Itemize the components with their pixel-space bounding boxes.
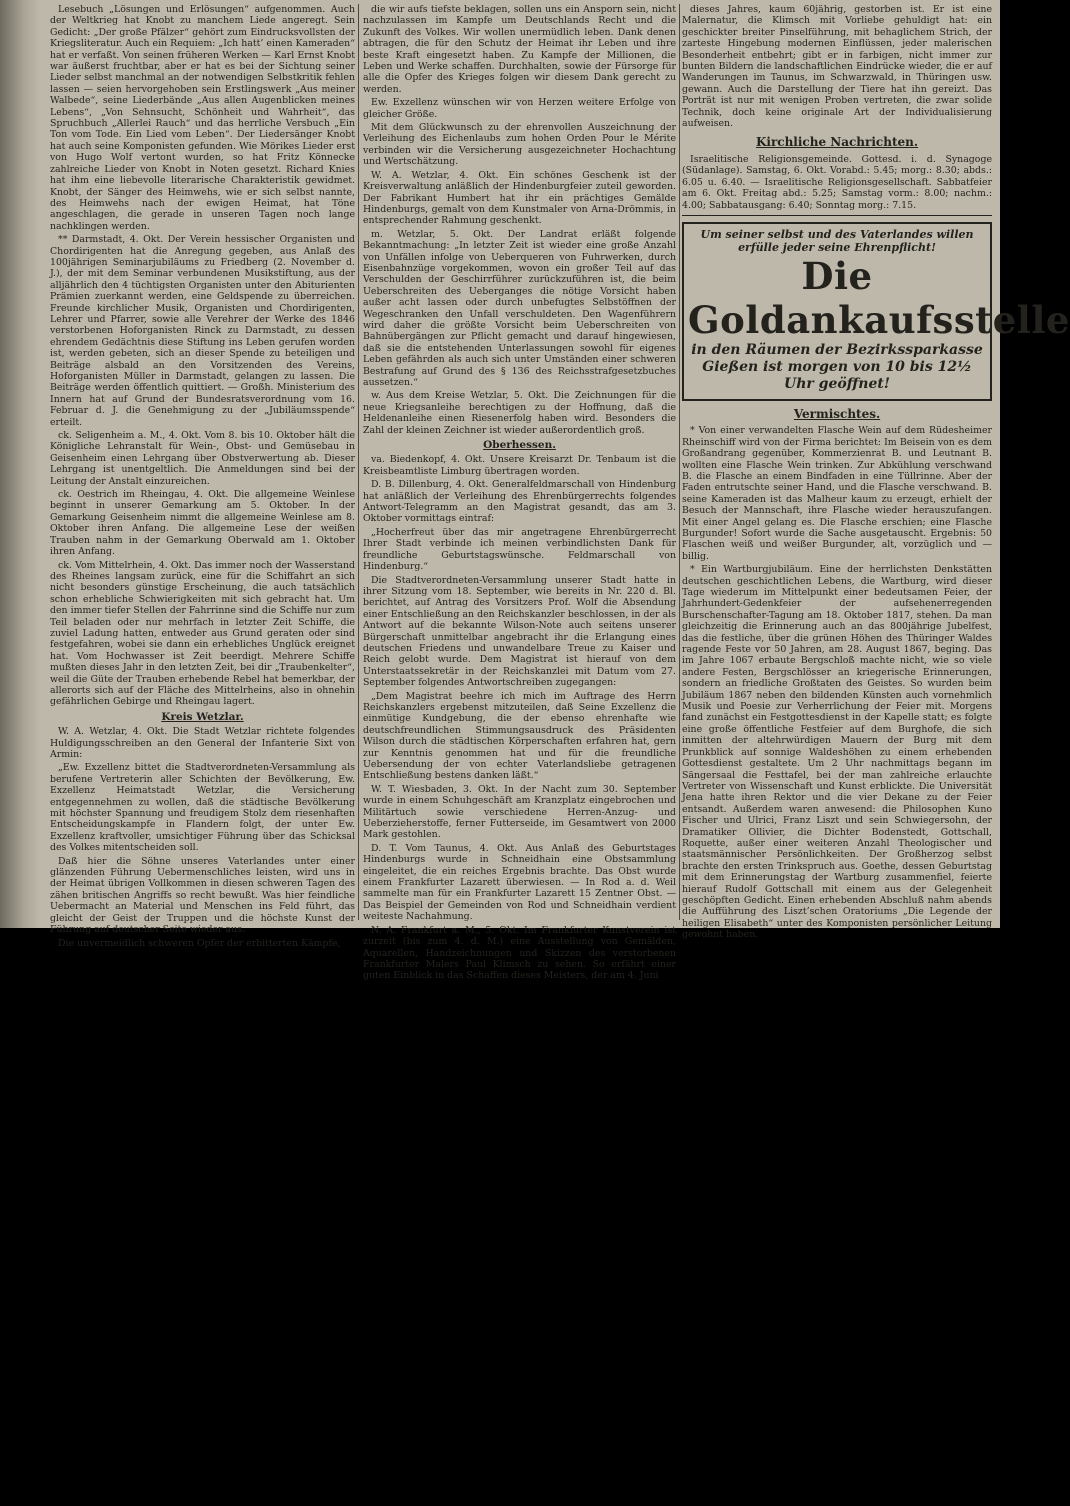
article-flasche-wein: * Von einer verwandelten Flasche Wein auf dem Rüdesheimer Rheinschiff wird von der Firma berichtet: Im Beisein von es dem Großandrang gegenüber, Kommerzienrat B. und Leutnant B. wollten eine Flasche Wein trinken. Zur Abkühlung verschwand B. die Flasche an einem Bindfaden in eine Tüllrinne. Aber der Faden entrutschte seiner Hand, und die Flasche verschwand. B. seine Kameraden ist das Malheur kaum zu erzeugt, erhielt der Besuch der Mannschaft, ihre Flasche wieder herauszufangen. Mit einer Angel gelang es. Die Flasche erschien; eine Flasche Burgunder! Sofort wurde die Sache ausgetauscht. Ergebnis: 50 Flaschen weiß und weißer Burgunder, alt, vorzüglich und — billig.: [682, 425, 992, 562]
article-wetzlar-letter-3: Die unvermeidlich schweren Opfer der erbitterten Kämpfe,: [58, 937, 341, 949]
divider-line: [682, 215, 992, 216]
article-oestrich: ck. Oestrich im Rheingau, 4. Okt. Die allgemeine Weinlese beginnt in unserer Gemarkung am 5. Oktober. In der Gemarkung Geisenheim nimmt die allgemeine Weinlese am 8. Oktober ihren Anfang. Die allgemeine Lese der weißen Trauben nahm in der Gemarkung Oberwald am 1. Oktober ihren Anfang.: [50, 489, 355, 558]
column-left: [50, 4, 355, 949]
article-wetzlar-letter-cont: die wir aufs tiefste beklagen, sollen uns ein Ansporn sein, nicht nachzulassen im Kampfe um Deutschlands Recht und die Zukunft des Volkes. Wir wollen unermüdlich leben. Dank denen abtragen, die für den Schutz der Heimat ihr Leben und ihre beste Kraft eingesetzt haben. Zu Kampfe der Millionen, die Leben und Werke schaffen. Durchhalten, sowie der Fürsorge für alle die Opfer des Krieges folgen wir diesem Dank gerecht zu werden.: [363, 4, 676, 95]
article-klimsch-cont: dieses Jahres, kaum 60jährig, gestorben ist. Er ist eine Malernatur, die Klimsch mit Vorliebe gehuldigt hat: ein geschickter breiter Pinselführung, mit behaglichem Strich, der zarteste Hingebung modernen Einflüssen, jeder malerischen Besonderheit entbehrt; gibt er in farbigen, nicht immer zur bunten Bildern die landschaftlichen Eindrücke wieder, die er auf Wanderungen im Taunus, im Schwarzwald, in Thüringen usw. gewann. Auch die Darstellung der Tiere hat ihn gereizt. Das Porträt ist nur mit wenigen Proben vertreten, die zwar solide Technik, doch keine originale Art der Individualisierung aufweisen.: [682, 4, 992, 130]
article-kreis-wetzlar-anleihe: w. Aus dem Kreise Wetzlar, 5. Okt. Die Zeichnungen für die neue Kriegsanleihe berechtigen zu der Hoffnung, daß die Heldenanleihe einen Riesenerfolg haben wird. Besonders die Zahl der kleinen Zeichner ist wieder außerordentlich groß.: [363, 390, 676, 436]
article-wetzlar-letter-close: Mit dem Glückwunsch zu der ehrenvollen Auszeichnung der Verleihung des Eichenlaubs zum hohen Orden Pour le Mérite verbinden wir die Versicherung ausgezeichneter Hochachtung und Wertschätzung.: [363, 122, 676, 168]
article-dillenburg: D. B. Dillenburg, 4. Okt. Generalfeldmarschall von Hindenburg hat anläßlich der Verleihung des Ehrenbürgerrechts folgendes Antwort-Telegramm an den Magistrat gesandt, das am 3. Oktober vormittags eintraf:: [363, 479, 676, 525]
article-mittelrhein: ck. Vom Mittelrhein, 4. Okt. Das immer noch der Wasserstand des Rheines langsam zurück, eine für die Schiffahrt an sich nicht besonders günstige Erscheinung, die auch tatsächlich schon erhebliche Schwierigkeiten mit sich gebracht hat. Um den immer tiefer Stellen der Fahrrinne sind die Schiffe nur zum Teil beladen oder nur mehrfach in letzter Zeit Schiffe, die zuviel Ladung hatten, entweder aus Grund geraten oder sind festgefahren, wobei sie dann ein erhebliches Unglück ereignet hat. Vom Hochwasser ist Zeit beerdigt. Mehrere Schiffe mußten dieses Jahr in den letzten Zeit, bei dir „Traubenkelter“, weil die Güte der Trauben erhebende Rebel hat bemerkbar, der allerorts sich auf der Fläche des Mittelrheins, also in ohnehin gefährlichen Gebirge und Rheingau lagert.: [50, 559, 355, 708]
column-divider: [358, 4, 359, 920]
article-wetzlar-letter-2: Daß hier die Söhne unseres Vaterlandes unter einer glänzenden Führung Uebermenschliches leisten, wird uns in der Heimat übrigen Vollkommen in diesen schweren Tagen des zähen britischen Angriffs so recht bewußt. Was hier feindliche Uebermacht an Material und Menschen ins Feld führt, das gleicht der Geist der Truppen und die höchste Kunst der Führung auf deutscher Seite wieder aus.: [50, 855, 355, 936]
article-reichskanzler-reply: „Dem Magistrat beehre ich mich im Auftrage des Herrn Reichskanzlers ergebenst mitzuteilen, daß Seine Exzellenz die einmütige Kundgebung, die der ebenso ehrenhafte wie deutschfreundlichen Stimmungsausdruck des Präsidenten Wilson durch die städtischen Körperschaften erfahren hat, gern zur Kenntnis genommen hat und für die freundliche Uebersendung der von echter Vaterlandsliebe getragenen Entschließung bestens danken läßt.“: [363, 690, 676, 782]
article-geisenheim: ck. Seligenheim a. M., 4. Okt. Vom 8. bis 10. Oktober hält die Königliche Lehranstalt für Wein-, Obst- und Gemüsebau in Geisenheim einen Lehrgang über Obstverwertung ab. Dieser Lehrgang ist unentgeltlich. Die Anmeldungen sind bei der Leitung der Anstalt einzureichen.: [50, 430, 355, 487]
section-heading-vermischtes: Vermischtes.: [793, 406, 881, 421]
ad-details: in den Räumen der Bezirkssparkasse Gießen ist morgen von 10 bis 12½ Uhr geöffnet!: [691, 341, 983, 392]
article-frankfurt: N. A. Frankfurt a. M., 5. Okt. Im Frankfurter Kunstverein ist zurzeit (bis zum 4. d. M.) eine Ausstellung von Gemälden, Aquarellen, Handzeichnungen und Skizzen des verstorbenen Frankfurter Malers Paul Klimsch zu sehen. So erfährt einer guten Einblick in das Schaffen dieses Meisters, der am 4. Juni: [363, 924, 676, 982]
ad-headline: Die Goldankaufsstelle: [688, 253, 1070, 342]
ad-slogan: Um seiner selbst und des Vaterlandes willen erfülle jeder seine Ehrenpflicht!: [700, 227, 974, 254]
article-taunus: D. T. Vom Taunus, 4. Okt. Aus Anlaß des Geburtstages Hindenburgs wurde in Schneidhain eine Obstsammlung eingeleitet, die ein reiches Ergebnis brachte. Das Obst wurde einem Frankfurter Lazarett überwiesen. — In Rod a. d. Weil sammelte man für ein Frankfurter Lazarett 15 Zentner Obst. — Das Beispiel der Gemeinden von Rod und Schneidhain verdient weiteste Nachahmung.: [363, 842, 676, 923]
article-wetzlar-gift: W. A. Wetzlar, 4. Okt. Ein schönes Geschenk ist der Kreisverwaltung anläßlich der Hindenburgfeier zuteil geworden. Der Fabrikant Humbert hat ihr ein prächtiges Gemälde Hindenburgs, gemalt von dem Kunstmaler von Arna-Drömmis, in entsprechender Rahmung geschenkt.: [363, 169, 676, 227]
section-heading-kirchliche-nachrichten: Kirchliche Nachrichten.: [755, 135, 919, 150]
column-middle: [363, 4, 676, 982]
article-wetzlar-landrat: m. Wetzlar, 5. Okt. Der Landrat erläßt folgende Bekanntmachung: „In letzter Zeit ist wieder eine große Anzahl von Unfällen infolge von Ueberqueren von Fuhrwerken, durch Eisenbahnzüge vorgekommen, wovon ein großer Teil auf das Verschulden der Geschirrführer zurückzuführen ist, die beim Ueberschreiten des Ueberganges die nötige Vorsicht haben außer acht lassen oder durch unbefugtes Selbstöffnen der Wegeschranken den Unfall verschuldeten. Den Wagenführern wird daher die größte Vorsicht beim Ueberschreiten von Bahnübergängen zur Pflicht gemacht und darauf hingewiesen, daß sie die entstehenden Unterlassungen sowohl für eigenes Leben gefährden als auch sich unter Umständen einer schweren Bestrafung auf Grund des § 136 des Reichsstrafgesetzbuches aussetzen.“: [363, 228, 676, 388]
section-heading-oberhessen: Oberhessen.: [483, 439, 556, 452]
page-binding-edge: [0, 0, 40, 928]
gold-purchase-advertisement: [682, 222, 1070, 401]
article-wiesbaden: W. T. Wiesbaden, 3. Okt. In der Nacht zum 30. September wurde in einem Schuhgeschäft am Kranzplatz eingebrochen und Militärtuch sowie verschiedene Herren-Anzug- und Ueberzieherstoffe, ferner Futterseide, im Gesamtwert von 2000 Mark gestohlen.: [363, 783, 676, 841]
article-wetzlar-letter-1: „Ew. Exzellenz bittet die Stadtverordneten-Versammlung als berufene Vertreterin aller Schichten der Bevölkerung, Ew. Exzellenz Heimatstadt Wetzlar, die Versicherung entgegennehmen zu wollen, daß die städtische Bevölkerung mit höchster Spannung und freudigem Stolz dem riesenhaften Entscheidungskampfe in Flandern folgt, der unter Ew. Exzellenz kraftvoller, umsichtiger Führung über das Schicksal des Volkes mitentscheiden soll.: [50, 762, 355, 854]
article-knodt-text: Lesebuch „Lösungen und Erlösungen“ aufgenommen. Auch der Weltkrieg hat Knobt zu manchem Liede angeregt. Sein Gedicht: „Der große Pfälzer“ gehört zum Eindrucksvollsten der Kriegsliteratur. Auch ein Requiem: „Ich hatt’ einen Kameraden“ hat er verfaßt. Von seinen früheren Werken — Karl Ernst Knobt war äußerst fruchtbar, aber er hat es bei der Sichtung seiner Lieder selbst manchmal an der notwendigen Selbstkritik fehlen lassen — seien hervorgehoben sein Erstlingswerk „Aus meiner Walbede“, seine Liederbände „Aus allen Augenblicken meines Lebens“, „Von Sehnsucht, Schönheit und Wahrheit“, das Spruchbuch „Allerlei Rauch“ und das herrliche Versbuch „Ein Ton vom Tode. Ein Lied vom Leben“. Der Liedersänger Knobt hat auch seine Komponisten gefunden. Wie Mörikes Lieder erst von Hugo Wolf vertont wurden, so hat Fritz Könnecke zahlreiche Lieder von Knobt in Noten gesetzt. Richard Knies hat ihm eine liebevolle literarische Charakteristik gewidmet. Knobt, der Sänger des Heimwehs, wie er sich selbst nannte, des Heimwehs nach der ewigen Heimat, hat Töne angeschlagen, die gerade in unseren Tagen noch lange nachklingen werden.: [50, 4, 355, 232]
article-darmstadt: ** Darmstadt, 4. Okt. Der Verein hessischer Organisten und Chordirigenten hat die Anregung gegeben, aus Anlaß des 100jährigen Seminarjubiläums zu Friedberg (2. November d. J.), der mit dem Seminar verbundenen Musikstiftung, aus der alljährlich den 4 tüchtigsten Organisten unter den Abiturienten Prämien zuerkannt werden, eine Geldspende zu überreichen. Freunde kirchlicher Musik, Organisten und Chordirigenten, Lehrer und Pfarrer, sowie alle Verehrer der Werke des 1846 verstorbenen Hoforganisten Rinck zu Darmstadt, zu dessen ehrendem Gedächtnis diese Stiftung ins Leben gerufen worden ist, werden gebeten, sich an dieser Spende zu beteiligen und Beiträge alsbald an den Vorsitzenden des Vereins, Hoforganisten Müller in Darmstadt, gelangen zu lassen. Die Beiträge werden öffentlich quittiert. — Großh. Ministerium des Innern hat auf Grund der Bundesratsverordnung vom 16. Februar d. J. die Genehmigung zu der „Jubiläumsspende“ erteilt.: [50, 234, 355, 428]
article-dillenburg-telegram: „Hocherfreut über das mir angetragene Ehrenbürgerrecht Ihrer Stadt verbinde ich meinen verbindlichsten Dank für freundliche Geburtstagswünsche. Feldmarschall von Hindenburg.“: [363, 526, 676, 573]
article-wartburgjubilaeum: * Ein Wartburgjubiläum. Eine der herrlichsten Denkstätten deutschen geschichtlichen Lebens, die Wartburg, wird dieser Tage wiederum im Mittelpunkt einer bedeutsamen Feier, der Jahrhundert-Gedenkfeier der aufsehenerregenden Burschenschafter-Tagung am 18. Oktober 1817, stehen. Da man gleichzeitig die Erinnerung auch an das 800jährige Jubelfest, das die festliche, über die grünen Höhen des Thüringer Waldes ragende Feste vor 50 Jahren, am 28. August 1867, beging. Das im Jahre 1067 erbaute Bergschloß machte nicht, wie so viele andere Festen, Bergschlösser an kriegerische Erinnerungen, sondern an friedliche Großtaten des Geistes. So wurden beim Jubiläum 1867 neben den bildenden Künsten auch vornehmlich Musik und Poesie zur Verherrlichung der Feier mit. Morgens fand zunächst ein Festgottesdienst in der Kapelle statt; es folgte eine große öffentliche Festfeier auf dem Burghofe, die sich inmitten der altehrwürdigen Mauern der Burg mit dem Prunkblick auf sonnige Waldeshöhen zu einem erhebenden Gottesdienst gestaltete. Um 2 Uhr nachmittags begann im Sängersaal die Festtafel, bei der man zahlreiche erlauchte Vertreter von Wissenschaft und Kunst erblickte. Die Universität Jena hatte ihren Rektor und die vier Dekane zu der Feier entsandt. Außerdem waren anwesend: die Philosophen Kuno Fischer und Ulrici, Franz Liszt und sein Schwiegersohn, der Dramatiker Ollivier, die Dichter Bodenstedt, Gottschall, Roquette, außer einer weiteren Anzahl Theologischer und staatsmännischer Persönlichkeiten. Der Großherzog selbst brachte den ersten Trinkspruch aus. Goethe, dessen Geburtstag mit dem Erinnerungstag der Wartburg zusammenfiel, feierte hierauf Rudolf Gottschall mit einem aus der Gelegenheit geschöpften Gedicht. Einen erhebenden Abschluß nahm abends die Aufführung des Liszt’schen Oratoriums „Die Legende der heiligen Elisabeth“ unter des Komponisten persönlicher Leitung gewohnt haben.: [682, 564, 992, 941]
section-heading-kreis-wetzlar: Kreis Wetzlar.: [161, 710, 244, 723]
article-stadtverordneten: Die Stadtverordneten-Versammlung unserer Stadt hatte in ihrer Sitzung vom 18. September, wie bereits in Nr. 220 d. Bl. berichtet, auf Antrag des Vorsitzers Prof. Wolf die Absendung einer Entschließung an den Reichskanzler beschlossen, in der als Antwort auf die bekannte Wilson-Note auch seitens unserer Bürgerschaft unmittelbar angebracht ihr die Erlangung eines deutschen Friedens und unwandelbare Treue zu Kaiser und Reich gelobt wurde. Dem Magistrat ist hierauf von dem Unterstaatssekretär in der Reichskanzlei mit Datum vom 27. September folgendes Antwortschreiben zugegangen:: [363, 574, 676, 689]
article-wetzlar-letter-wishes: Ew. Exzellenz wünschen wir von Herzen weitere Erfolge von gleicher Größe.: [363, 97, 676, 120]
column-right: [682, 4, 1070, 941]
article-biedenkopf: va. Biedenkopf, 4. Okt. Unsere Kreisarzt Dr. Tenbaum ist die Kreisbeamtliste Limburg übertragen worden.: [363, 454, 676, 477]
article-wetzlar-intro: W. A. Wetzlar, 4. Okt. Die Stadt Wetzlar richtete folgendes Huldigungsschreiben an den General der Infanterie Sixt von Armin:: [50, 726, 355, 760]
column-divider: [679, 4, 680, 920]
church-services: Israelitische Religionsgemeinde. Gottesd. i. d. Synagoge (Südanlage). Samstag, 6. Okt. Vorabd.: 5.45; morg.: 8.30; abds.: 6.05 u. 6.40. — Israelitische Religionsgesellschaft. Sabbatfeier am 6. Okt. Freitag abd.: 5.25; Samstag vorm.: 8.00; nachm.: 4.00; Sabbatausgang: 6.40; Sonntag morg.: 7.15.: [682, 153, 992, 211]
